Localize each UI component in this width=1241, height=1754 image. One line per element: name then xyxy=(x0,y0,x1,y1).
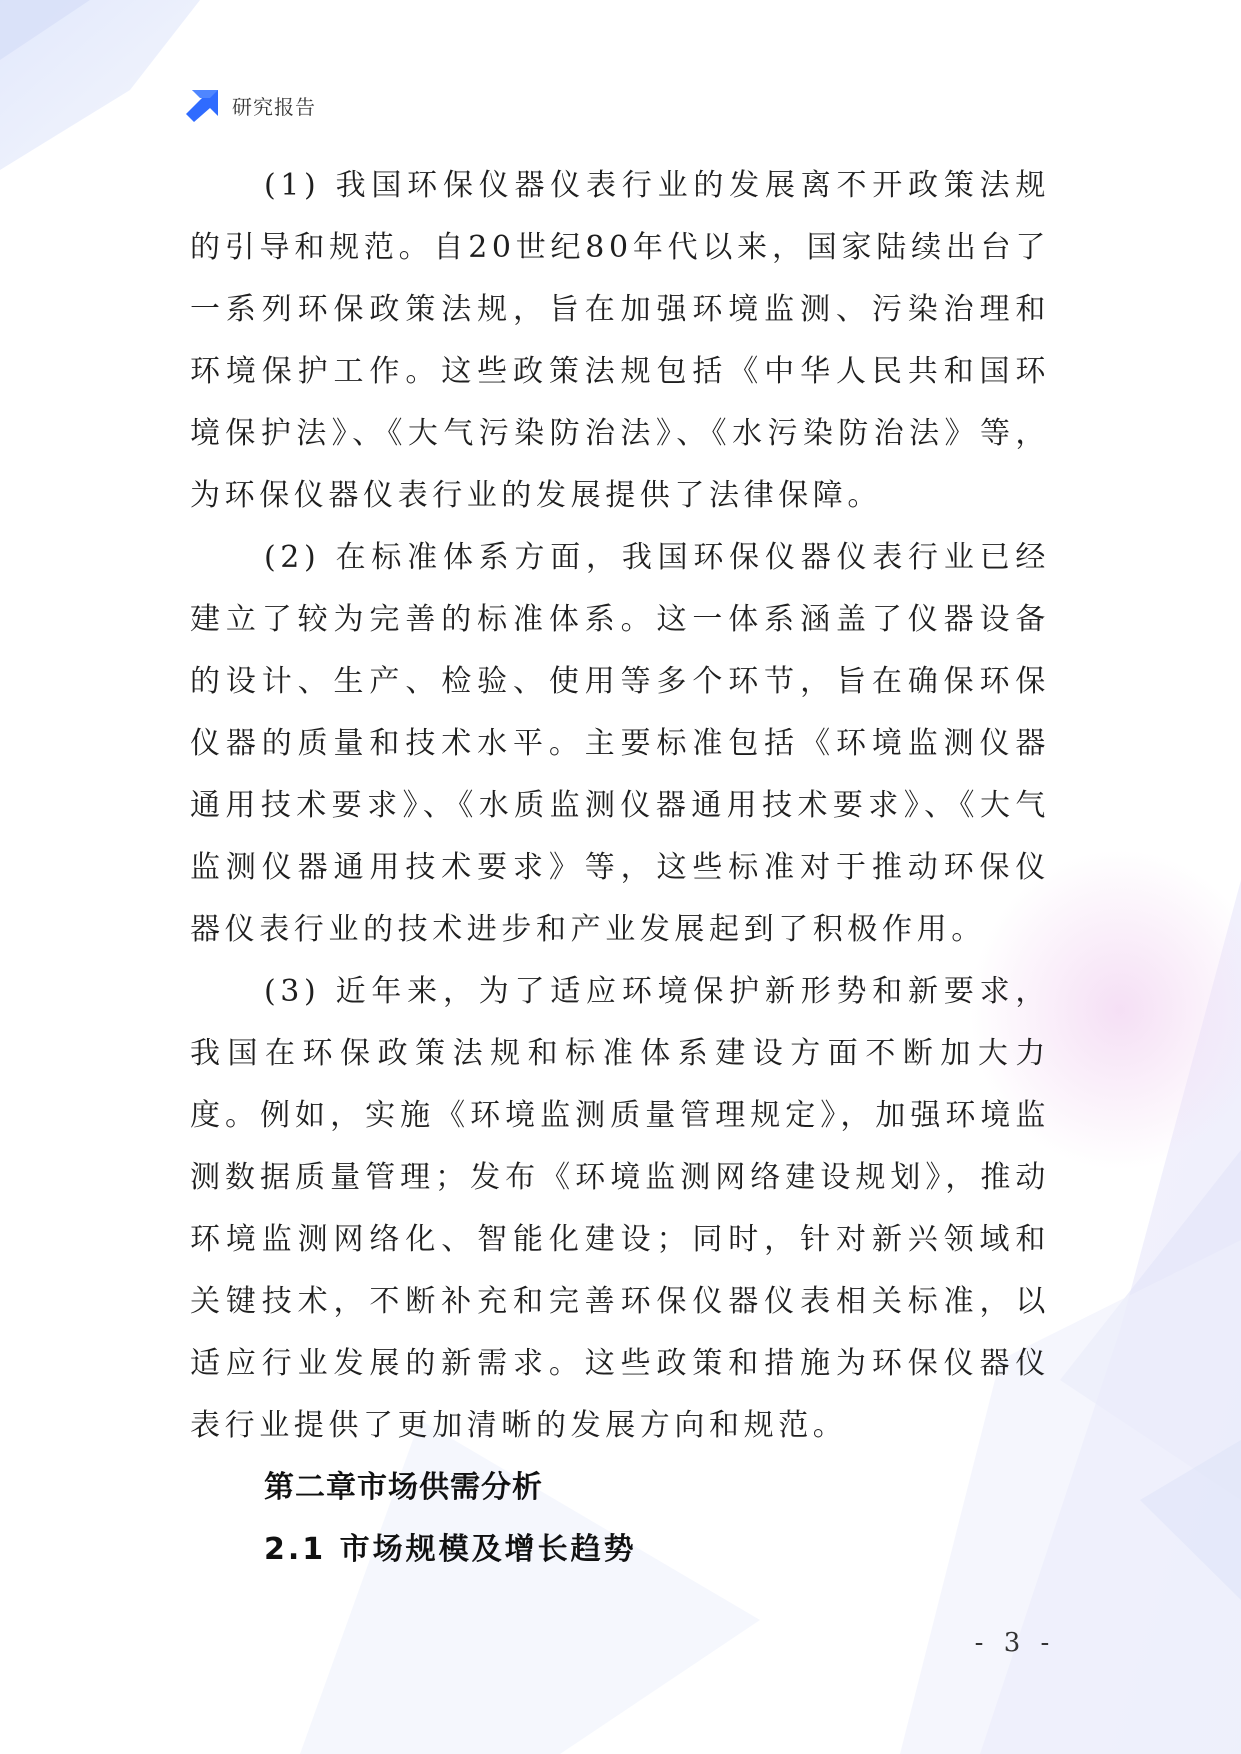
report-header xyxy=(186,88,316,122)
page-number: - 3 - xyxy=(974,1628,1056,1658)
section-title: 2.1 市场规模及增长趋势 xyxy=(264,1532,637,1567)
header-label: 研究报告 xyxy=(232,94,316,119)
paragraph-3: (3) 近年来，为了适应环境保护新形势和新要求，我国在环保政策法规和标准体系建设方面不断加大力度。例如，实施《环境监测质量管理规定》，加强环境监测数据质量管理；发布《环境监测网络建设规划》，推动环境监测网络化、智能化建设；同时，针对新兴领域和关键技术，不断补充和完善环保仪器仪表相关标准，以适应行业发展的新需求。这些政策和措施为环保仪器仪表行业提供了更加清晰的发展方向和规范。 xyxy=(190,974,1050,1443)
document-body xyxy=(190,155,1050,1581)
arrow-up-right-icon xyxy=(186,88,220,122)
paragraph-1: (1) 我国环保仪器仪表行业的发展离不开政策法规的引导和规范。自20世纪80年代以来，国家陆续出台了一系列环保政策法规，旨在加强环境监测、污染治理和环境保护工作。这些政策法规包括《中华人民共和国环境保护法》、《大气污染防治法》、《水污染防治法》等，为环保仪器仪表行业的发展提供了法律保障。 xyxy=(190,168,1050,513)
paragraph-2: (2) 在标准体系方面，我国环保仪器仪表行业已经建立了较为完善的标准体系。这一体系涵盖了仪器设备的设计、生产、检验、使用等多个环节，旨在确保环保仪器的质量和技术水平。主要标准包括《环境监测仪器通用技术要求》、《水质监测仪器通用技术要求》、《大气监测仪器通用技术要求》等，这些标准对于推动环保仪器仪表行业的技术进步和产业发展起到了积极作用。 xyxy=(190,540,1050,947)
chapter-title: 第二章市场供需分析 xyxy=(264,1470,543,1505)
